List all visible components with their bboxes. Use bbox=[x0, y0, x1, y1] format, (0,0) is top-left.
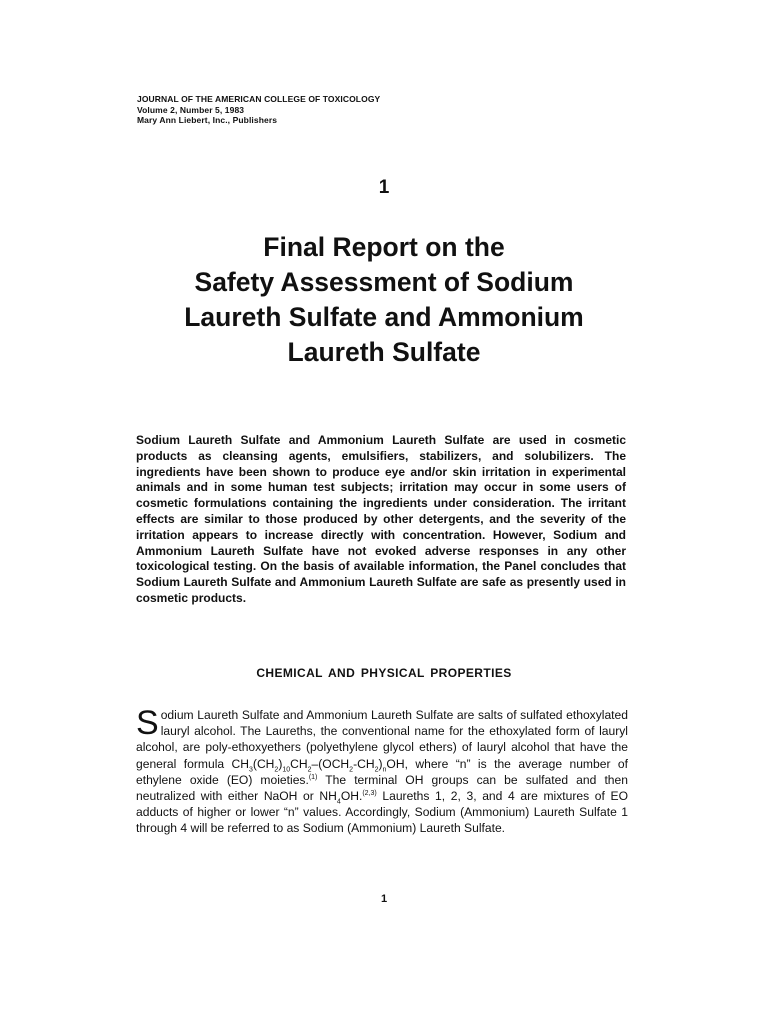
abstract-text: Sodium Laureth Sulfate and Ammonium Laureth Sulfate are used in cosmetic products as cleansing agents, emulsifiers, stabilizers, and solubilizers. The ingredients have been shown to produce eye and/or skin irritation in experimental animals and in some human test subjects; irritation may occur in some users of cosmetic formulations containing the ingredients under consideration. The irritant effects are similar to those produced by other detergents, and the severity of the irritation appears to increase directly with concentration. However, Sodium and Ammonium Laureth Sulfate have not evoked adverse responses in any other toxicological testing. On the basis of available information, the Panel concludes that Sodium Laureth Sulfate and Ammonium Laureth Sulfate are safe as presently used in cosmetic products. bbox=[136, 433, 626, 605]
body-text-segment: odium Laureth Sulfate and Ammonium Laureth Sulfate are salts of sulfated ethoxylated lauryl alcohol. The Laureths, the conventional name for the ethoxylated form of lauryl alcohol, are poly-ethoxyethers (polyethylene glycol ethers) of lauryl alcohol that have the general formula CH bbox=[136, 708, 628, 771]
page-number: 1 bbox=[380, 893, 388, 905]
formula-subscript: 2 bbox=[349, 766, 354, 774]
formula-subscript: 2 bbox=[307, 766, 312, 774]
body-paragraph bbox=[136, 704, 629, 837]
drop-cap: S bbox=[136, 704, 159, 742]
body-text-segment: OH. bbox=[340, 789, 363, 804]
title-line: Laureth Sulfate bbox=[287, 337, 481, 367]
formula-subscript: 10 bbox=[282, 766, 291, 774]
title-line: Safety Assessment of Sodium bbox=[194, 267, 574, 297]
abstract bbox=[136, 433, 626, 607]
body-text-segment: (CH bbox=[252, 756, 275, 771]
title-line: Final Report on the bbox=[263, 232, 505, 262]
body-text-segment: –(OCH bbox=[311, 756, 350, 771]
section-heading: CHEMICAL AND PHYSICAL PROPERTIES bbox=[256, 666, 512, 680]
body-text-segment: OH, where “n” is the average number of ethylene oxide (EO) moieties. bbox=[136, 756, 629, 787]
chapter-number: 1 bbox=[378, 177, 390, 198]
formula-subscript: n bbox=[382, 766, 387, 774]
body-text-segment: ) bbox=[378, 756, 383, 771]
formula-subscript: 4 bbox=[336, 798, 341, 806]
title-line: Laureth Sulfate and Ammonium bbox=[184, 302, 584, 332]
body-text-segment: ) bbox=[278, 756, 283, 771]
journal-volume: Volume 2, Number 5, 1983 bbox=[137, 104, 245, 115]
formula-subscript: 3 bbox=[249, 766, 253, 774]
body-text-segment: CH bbox=[290, 756, 308, 771]
journal-publisher: Mary Ann Liebert, Inc., Publishers bbox=[137, 115, 278, 125]
journal-name: JOURNAL OF THE AMERICAN COLLEGE OF TOXICOLOGY bbox=[137, 94, 381, 104]
body-text-segment: -CH bbox=[353, 756, 375, 771]
body-text-segment: The terminal OH groups can be sulfated and then neutralized with either NaOH or NH bbox=[136, 772, 628, 804]
formula-subscript: 2 bbox=[274, 766, 279, 774]
journal-header bbox=[137, 94, 380, 126]
body-text-segment: Laureths 1, 2, 3, and 4 are mixtures of EO adducts of higher or lower “n” values. Accordingly, Sodium (Ammonium) Laureth Sulfate 1 through 4 will be referred to as Sodium (Ammonium) Laureth Sulfate. bbox=[136, 789, 629, 836]
formula-subscript: 2 bbox=[374, 766, 379, 774]
citation-reference: (1) bbox=[308, 773, 318, 781]
citation-reference: (2,3) bbox=[362, 789, 377, 797]
report-title bbox=[100, 230, 668, 370]
